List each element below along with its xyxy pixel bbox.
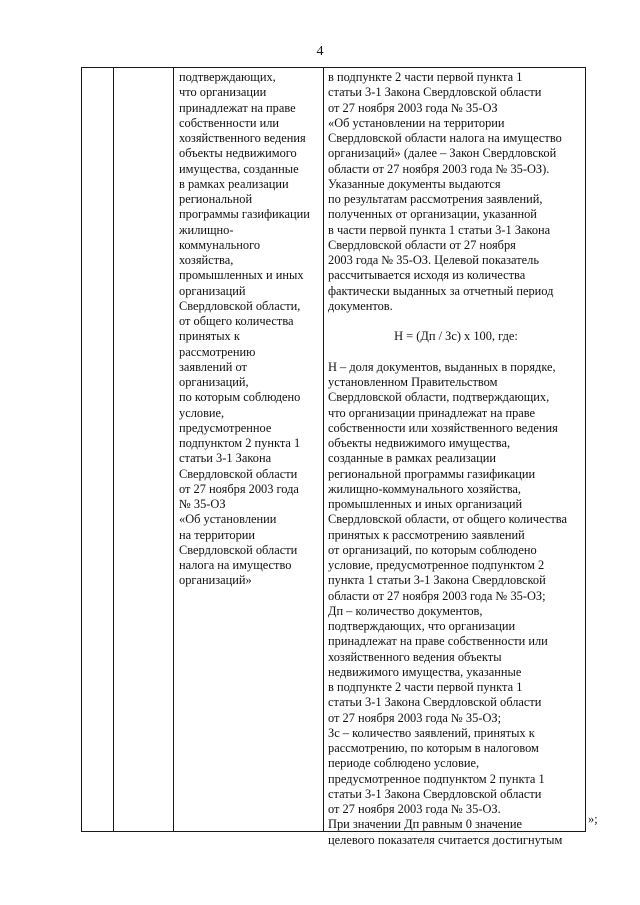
text-line: недвижимого имущества, указанные: [328, 664, 522, 679]
text-line: предусмотренное: [179, 420, 272, 435]
text-line: условие, предусмотренное подпунктом 2: [328, 558, 545, 572]
text-line: полученных от организации, указанной: [328, 207, 537, 222]
text-line: целевого показателя считается достигнутым: [328, 832, 563, 847]
text-line: организаций: [179, 283, 246, 298]
page-number: 4: [316, 44, 324, 59]
text-line: хозяйства,: [179, 253, 234, 267]
text-line: Свердловской области, от общего количества: [328, 512, 567, 527]
text-line: собственности или хозяйственного ведения: [328, 420, 558, 435]
text-line: жилищно-коммунального хозяйства,: [328, 481, 522, 496]
indicator-table: [81, 67, 586, 847]
text-line: Свердловской области от 27 ноября: [328, 237, 516, 252]
text-line: подтверждающих,: [179, 70, 276, 84]
text-line: от 27 ноября 2003 года: [179, 481, 299, 496]
text-line: от общего количества: [179, 314, 294, 328]
text-line: статьи 3-1 Закона Свердловской области: [328, 786, 542, 801]
text-line: периоде соблюдено условие,: [328, 756, 480, 771]
text-line: «Об установлении на территории: [328, 115, 505, 130]
text-line: Свердловской области налога на имущество: [328, 131, 562, 145]
description-intro: [328, 70, 584, 314]
text-line: в рамках реализации: [179, 176, 289, 191]
text-line: на территории: [179, 527, 256, 542]
text-line: принадлежат на праве: [179, 100, 296, 115]
text-line: 2003 года № 35-ОЗ. Целевой показатель: [328, 253, 539, 267]
text-line: Свердловской области: [179, 542, 298, 557]
text-line: установленном Правительством: [328, 375, 498, 389]
text-line: области от 27 ноября 2003 года № 35-ОЗ;: [328, 588, 546, 603]
text-line: фактически выданных за отчетный период: [328, 283, 554, 298]
text-line: от 27 ноября 2003 года № 35-ОЗ: [328, 100, 498, 115]
text-line: Дп – количество документов,: [328, 603, 483, 618]
text-line: При значении Дп равным 0 значение: [328, 817, 523, 832]
text-line: Н – доля документов, выданных в порядке,: [328, 359, 556, 374]
text-line: по результатам рассмотрения заявлений,: [328, 192, 543, 206]
column-divider-1: [113, 68, 114, 831]
text-line: № 35-ОЗ: [179, 497, 226, 511]
text-line: принадлежат на праве собственности или: [328, 634, 548, 649]
text-line: статьи 3-1 Закона: [179, 451, 272, 466]
text-line: условие,: [179, 405, 225, 420]
text-line: рассчитывается исходя из количества: [328, 268, 526, 283]
text-line: региональной программы газификации: [328, 466, 536, 481]
spacer: [328, 314, 584, 329]
closing-quote-mark: »;: [588, 812, 598, 826]
text-line: хозяйственного ведения: [179, 131, 306, 145]
text-line: что организации принадлежат на праве: [328, 405, 536, 420]
text-line: заявлений от: [179, 359, 247, 374]
description-cell: [328, 70, 584, 848]
text-line: в подпункте 2 части первой пункта 1: [328, 680, 523, 694]
text-line: от организаций, по которым соблюдено: [328, 542, 537, 557]
text-line: коммунального: [179, 237, 261, 252]
text-line: Свердловской области,: [179, 298, 301, 313]
text-line: имущества, созданные: [179, 161, 299, 176]
text-line: что организации: [179, 85, 267, 100]
column-divider-3: [323, 68, 324, 831]
text-line: организаций»: [179, 573, 252, 588]
text-line: Указанные документы выдаются: [328, 176, 501, 191]
text-line: промышленных и иных: [179, 268, 304, 283]
text-line: объекты недвижимого имущества,: [328, 436, 511, 450]
text-line: от 27 ноября 2003 года № 35-ОЗ.: [328, 802, 501, 816]
text-line: «Об установлении: [179, 512, 277, 527]
text-line: в части первой пункта 1 статьи 3-1 Закона: [328, 222, 551, 237]
text-line: документов.: [328, 298, 393, 313]
text-line: статьи 3-1 Закона Свердловской области: [328, 85, 542, 100]
text-line: в подпункте 2 части первой пункта 1: [328, 70, 523, 84]
text-line: принятых к рассмотрению заявлений: [328, 527, 525, 542]
column-divider-2: [173, 68, 174, 831]
text-line: организаций,: [179, 375, 249, 389]
formula: Н = (Дп / Зс) х 100, где:: [394, 329, 518, 344]
text-line: подтверждающих, что организации: [328, 619, 516, 633]
text-line: региональной: [179, 192, 253, 206]
text-line: созданные в рамках реализации: [328, 451, 497, 466]
text-line: программы газификации: [179, 207, 310, 222]
text-line: рассмотрению: [179, 344, 256, 359]
text-line: предусмотренное подпунктом 2 пункта 1: [328, 771, 545, 786]
text-line: Свердловской области, подтверждающих,: [328, 390, 550, 405]
text-line: области от 27 ноября 2003 года № 35-ОЗ).: [328, 161, 550, 176]
text-line: хозяйственного ведения объекты: [328, 649, 502, 664]
text-line: собственности или: [179, 115, 280, 130]
text-line: подпунктом 2 пункта 1: [179, 436, 301, 450]
text-line: организаций» (далее – Закон Свердловской: [328, 146, 557, 161]
description-definitions: [328, 360, 584, 848]
text-line: пункта 1 статьи 3-1 Закона Свердловской: [328, 573, 546, 588]
text-line: промышленных и иных организаций: [328, 497, 523, 511]
text-line: от 27 ноября 2003 года № 35-ОЗ;: [328, 710, 502, 725]
text-line: объекты недвижимого: [179, 146, 297, 161]
spacer: [328, 345, 584, 360]
condition-cell: [179, 70, 321, 589]
text-line: статьи 3-1 Закона Свердловской области: [328, 695, 542, 710]
text-line: Свердловской области: [179, 466, 298, 481]
text-line: рассмотрению, по которым в налоговом: [328, 741, 539, 755]
text-line: налога на имущество: [179, 558, 292, 572]
text-line: жилищно-: [179, 222, 234, 237]
text-line: принятых к: [179, 329, 240, 344]
text-line: по которым соблюдено: [179, 390, 301, 405]
text-line: Зс – количество заявлений, принятых к: [328, 725, 535, 740]
